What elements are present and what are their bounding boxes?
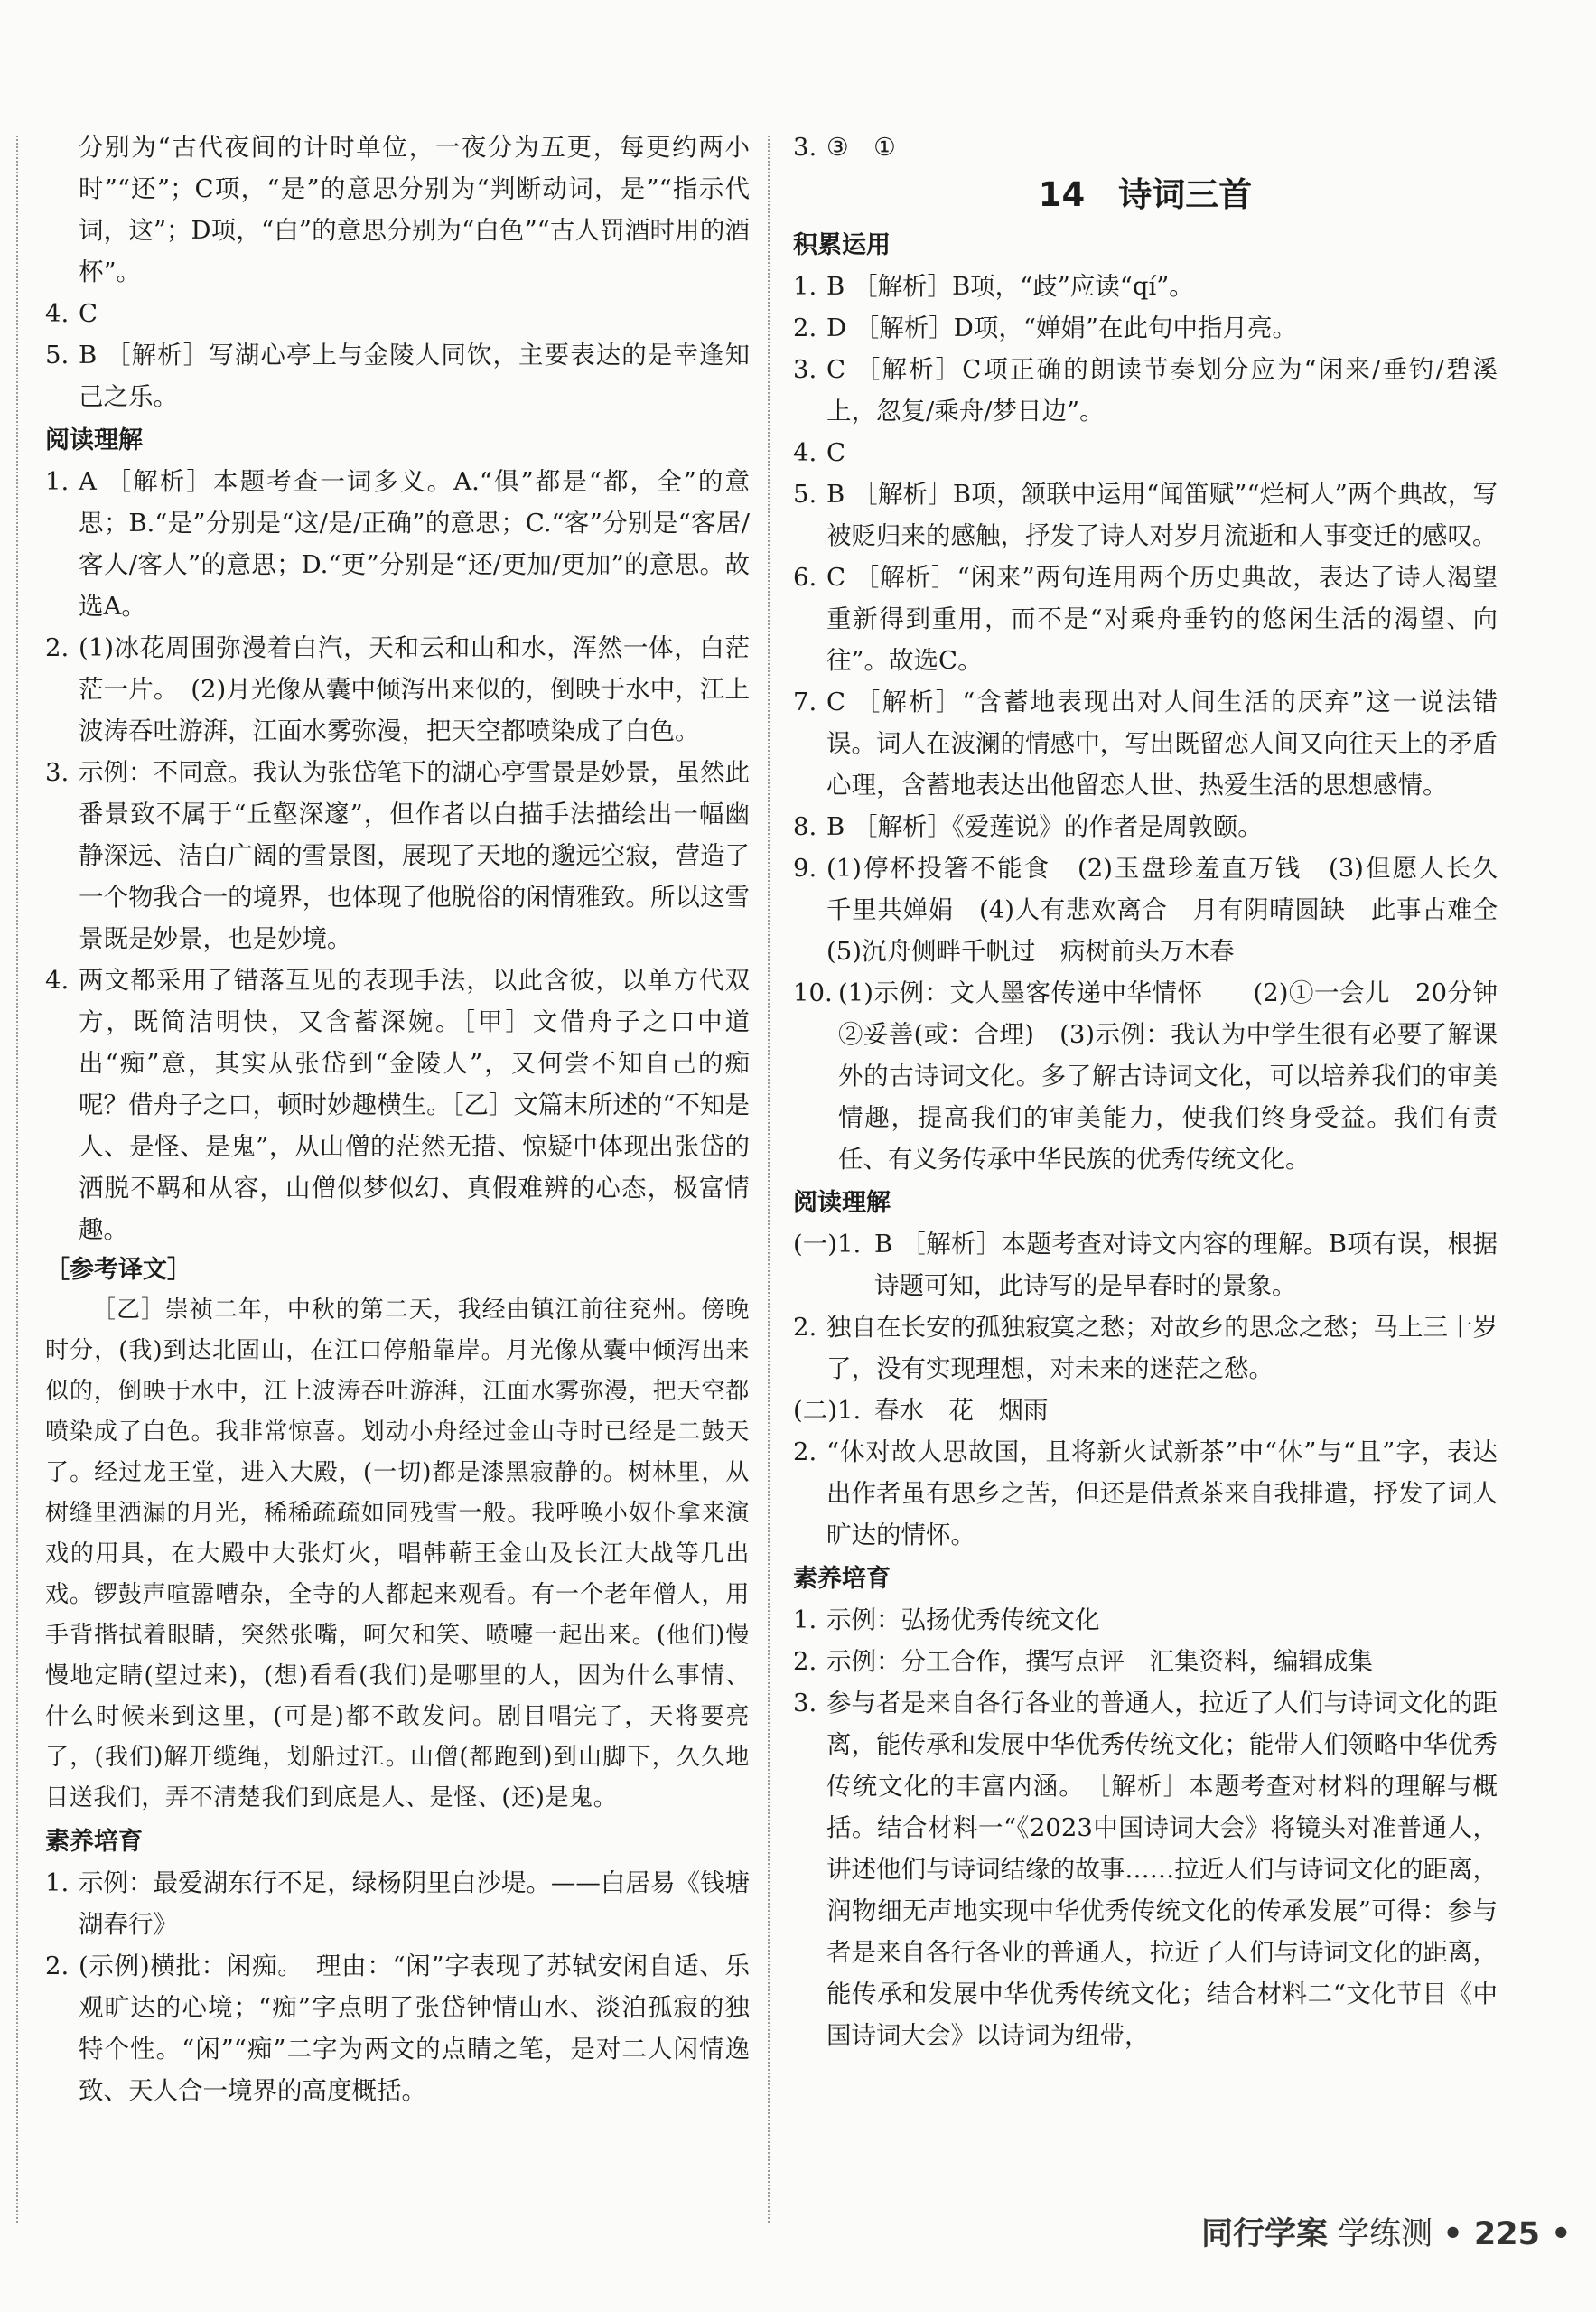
section-heading-literacy: 素养培育 <box>45 1828 143 1856</box>
continued-answer: 分别为“古代夜间的计时单位，一夜分为五更，每更约两小时”“还”；C项，“是”的意思分别为“判断动词，是”“指示代词，这”；D项，“白”的意思分别为“白色”“古人罚酒时用的酒杯”。 <box>79 133 750 286</box>
answer-item: 4. 两文都采用了错落互见的表现手法，以此含彼，以单方代双方，既简洁明快，又含蓄深婉。［甲］文借舟子之口中道出“痴”意，其实从张岱到“金陵人”，又何尝不知自己的痴呢？借舟子之口，顿时妙趣横生。［乙］文篇末所述的“不知是人、是怪、是鬼”，从山僧的茫然无措、惊疑中体现出张岱的洒脱不羁和从容，山僧似梦似幻、真假难辨的心态，极富情趣。 <box>45 966 750 1244</box>
answer-item: 3. C ［解析］C项正确的朗读节奏划分应为“闲来/垂钓/碧溪上，忽复/乘舟/梦日边”。 <box>793 355 1498 426</box>
section-heading-literacy: 素养培育 <box>793 1565 891 1593</box>
answer-item: 1. 示例：弘扬优秀传统文化 <box>793 1605 1100 1634</box>
footer-series: 学练测 <box>1338 2216 1433 2252</box>
answer-item: (一)1. B ［解析］本题考查对诗文内容的理解。B项有误，根据诗题可知，此诗写的是早春时的景象。 <box>793 1230 1498 1300</box>
lesson-title: 14 诗词三首 <box>1038 175 1253 214</box>
answer-item: 3. ③ ① <box>793 133 896 162</box>
answer-item: 4. C <box>793 438 846 467</box>
answer-item: 9. (1)停杯投箸不能食 (2)玉盘珍羞直万钱 (3)但愿人长久 千里共婵娟 (4)人有悲欢离合 月有阴晴圆缺 此事古难全 (5)沉舟侧畔千帆过 病树前头万木春 <box>793 854 1523 966</box>
section-heading-reading: 阅读理解 <box>793 1189 891 1217</box>
answer-item: (二)1. 春水 花 烟雨 <box>793 1396 1049 1425</box>
answer-item: 2. “休对故人思故国，且将新火试新茶”中“休”与“且”字，表达出作者虽有思乡之苦，但还是借煮茶来自我排遣，抒发了词人旷达的情怀。 <box>793 1437 1498 1549</box>
left-column <box>45 126 750 2111</box>
right-column <box>793 126 1523 2056</box>
reference-translation: ［乙］崇祯二年，中秋的第二天，我经由镇江前往兖州。傍晚时分，(我)到达北固山，在江口停船靠岸。月光像从囊中倾泻出来似的，倒映于水中，江上波涛吞吐游湃，江面水雾弥漫，把天空都喷染成了白色。我非常惊喜。划动小舟经过金山寺时已经是二鼓天了。经过龙王堂，进入大殿，(一切)都是漆黑寂静的。树林里，从树缝里洒漏的月光，稀稀疏疏如同残雪一般。我呼唤小奴仆拿来演戏的用具，在大殿中大张灯火，唱韩蕲王金山及长江大战等几出戏。锣鼓声喧嚣嘈杂，全寺的人都起来观看。有一个老年僧人，用手背揩拭着眼睛，突然张嘴，呵欠和笑、喷嚏一起出来。(他们)慢慢地定睛(望过来)，(想)看看(我们)是哪里的人，因为什么事情、什么时候来到这里，(可是)都不敢发问。剧目唱完了，天将要亮了，(我们)解开缆绳，划船过江。山僧(都跑到)到山脚下，久久地目送我们，弄不清楚我们到底是人、是怪、(还)是鬼。 <box>45 1296 750 1811</box>
answer-item: 2. D ［解析］D项，“婵娟”在此句中指月亮。 <box>793 314 1297 342</box>
page-number: • 225 • <box>1442 2216 1572 2252</box>
answer-item: 2. 独自在长安的孤独寂寞之愁；对故乡的思念之愁；马上三十岁了，没有实现理想，对未来的迷茫之愁。 <box>793 1313 1498 1383</box>
answer-item: 10. (1)示例：文人墨客传递中华情怀 (2)①一会儿 20分钟 ②妥善(或：合理) (3)示例：我认为中学生很有必要了解课外的古诗词文化。多了解古诗词文化，可以培养我们的审美情趣，提高我们的审美能力，使我们终身受益。我们有责任、有义务传承中华民族的优秀传统文化。 <box>793 978 1523 1174</box>
footer-brand: 同行学案 <box>1201 2216 1329 2252</box>
answer-item: 2. (1)冰花周围弥漫着白汽，天和云和山和水，浑然一体，白茫茫一片。 (2)月光像从囊中倾泻出来似的，倒映于水中，江上波涛吞吐游湃，江面水雾弥漫，把天空都喷染成了白色。 <box>45 633 750 745</box>
answer-item: 2. 示例：分工合作，撰写点评 汇集资料，编辑成集 <box>793 1647 1373 1676</box>
column-divider <box>768 136 770 2223</box>
page-footer <box>1201 2209 1571 2254</box>
section-heading-accumulation: 积累运用 <box>793 231 891 259</box>
answer-item: 1. 示例：最爱湖东行不足，绿杨阴里白沙堤。——白居易《钱塘湖春行》 <box>45 1868 750 1939</box>
answer-item: 7. C ［解析］“含蓄地表现出对人间生活的厌弃”这一说法错误。词人在波澜的情感中，写出既留恋人间又向往天上的矛盾心理，含蓄地表达出他留恋人世、热爱生活的思想感情。 <box>793 688 1498 800</box>
answer-item: 4. C <box>45 299 98 328</box>
answer-item: 1. A ［解析］本题考查一词多义。A.“俱”都是“都，全”的意思；B.“是”分别是“这/是/正确”的意思；C.“客”分别是“客居/客人/客人”的意思；D.“更”分别是“还/更加/更加”的意思。故选A。 <box>45 467 750 621</box>
answer-item: 5. B ［解析］B项，颔联中运用“闻笛赋”“烂柯人”两个典故，写被贬归来的感触，抒发了诗人对岁月流逝和人事变迁的感叹。 <box>793 480 1498 550</box>
section-heading-reading: 阅读理解 <box>45 426 143 454</box>
answer-item: 8. B ［解析］《爱莲说》的作者是周敦颐。 <box>793 812 1263 841</box>
answer-item: 1. B ［解析］B项，“歧”应读“qí”。 <box>793 272 1194 301</box>
answer-item: 5. B ［解析］写湖心亭上与金陵人同饮，主要表达的是幸逢知己之乐。 <box>45 341 750 411</box>
answer-item: 2. (示例)横批：闲痴。 理由：“闲”字表现了苏轼安闲自适、乐观旷达的心境；“痴”字点明了张岱钟情山水、淡泊孤寂的独特个性。“闲”“痴”二字为两文的点睛之笔，是对二人闲情逸致、天人合一境界的高度概括。 <box>45 1952 750 2105</box>
reference-translation-heading: ［参考译文］ <box>45 1256 191 1284</box>
answer-item: 6. C ［解析］“闲来”两句连用两个历史典故，表达了诗人渴望重新得到重用，而不是“对乘舟垂钓的悠闲生活的渴望、向往”。故选C。 <box>793 563 1498 675</box>
margin-dotted-line <box>16 136 18 2223</box>
answer-item: 3. 参与者是来自各行各业的普通人，拉近了人们与诗词文化的距离，能传承和发展中华优秀传统文化；能带人们领略中华优秀传统文化的丰富内涵。 ［解析］本题考查对材料的理解与概括。结合材料一“《2023中国诗词大会》将镜头对准普通人，讲述他们与诗词结缘的故事……拉近人们与诗词文化的距离，润物细无声地实现中华优秀传统文化的传承发展”可得：参与者是来自各行各业的普通人，拉近了人们与诗词文化的距离，能传承和发展中华优秀传统文化；结合材料二“文化节目《中国诗词大会》以诗词为纽带， <box>793 1689 1498 2050</box>
answer-item: 3. 示例：不同意。我认为张岱笔下的湖心亭雪景是妙景，虽然此番景致不属于“丘壑深邃”，但作者以白描手法描绘出一幅幽静深远、洁白广阔的雪景图，展现了天地的邈远空寂，营造了一个物我合一的境界，也体现了他脱俗的闲情雅致。所以这雪景既是妙景，也是妙境。 <box>45 758 750 953</box>
